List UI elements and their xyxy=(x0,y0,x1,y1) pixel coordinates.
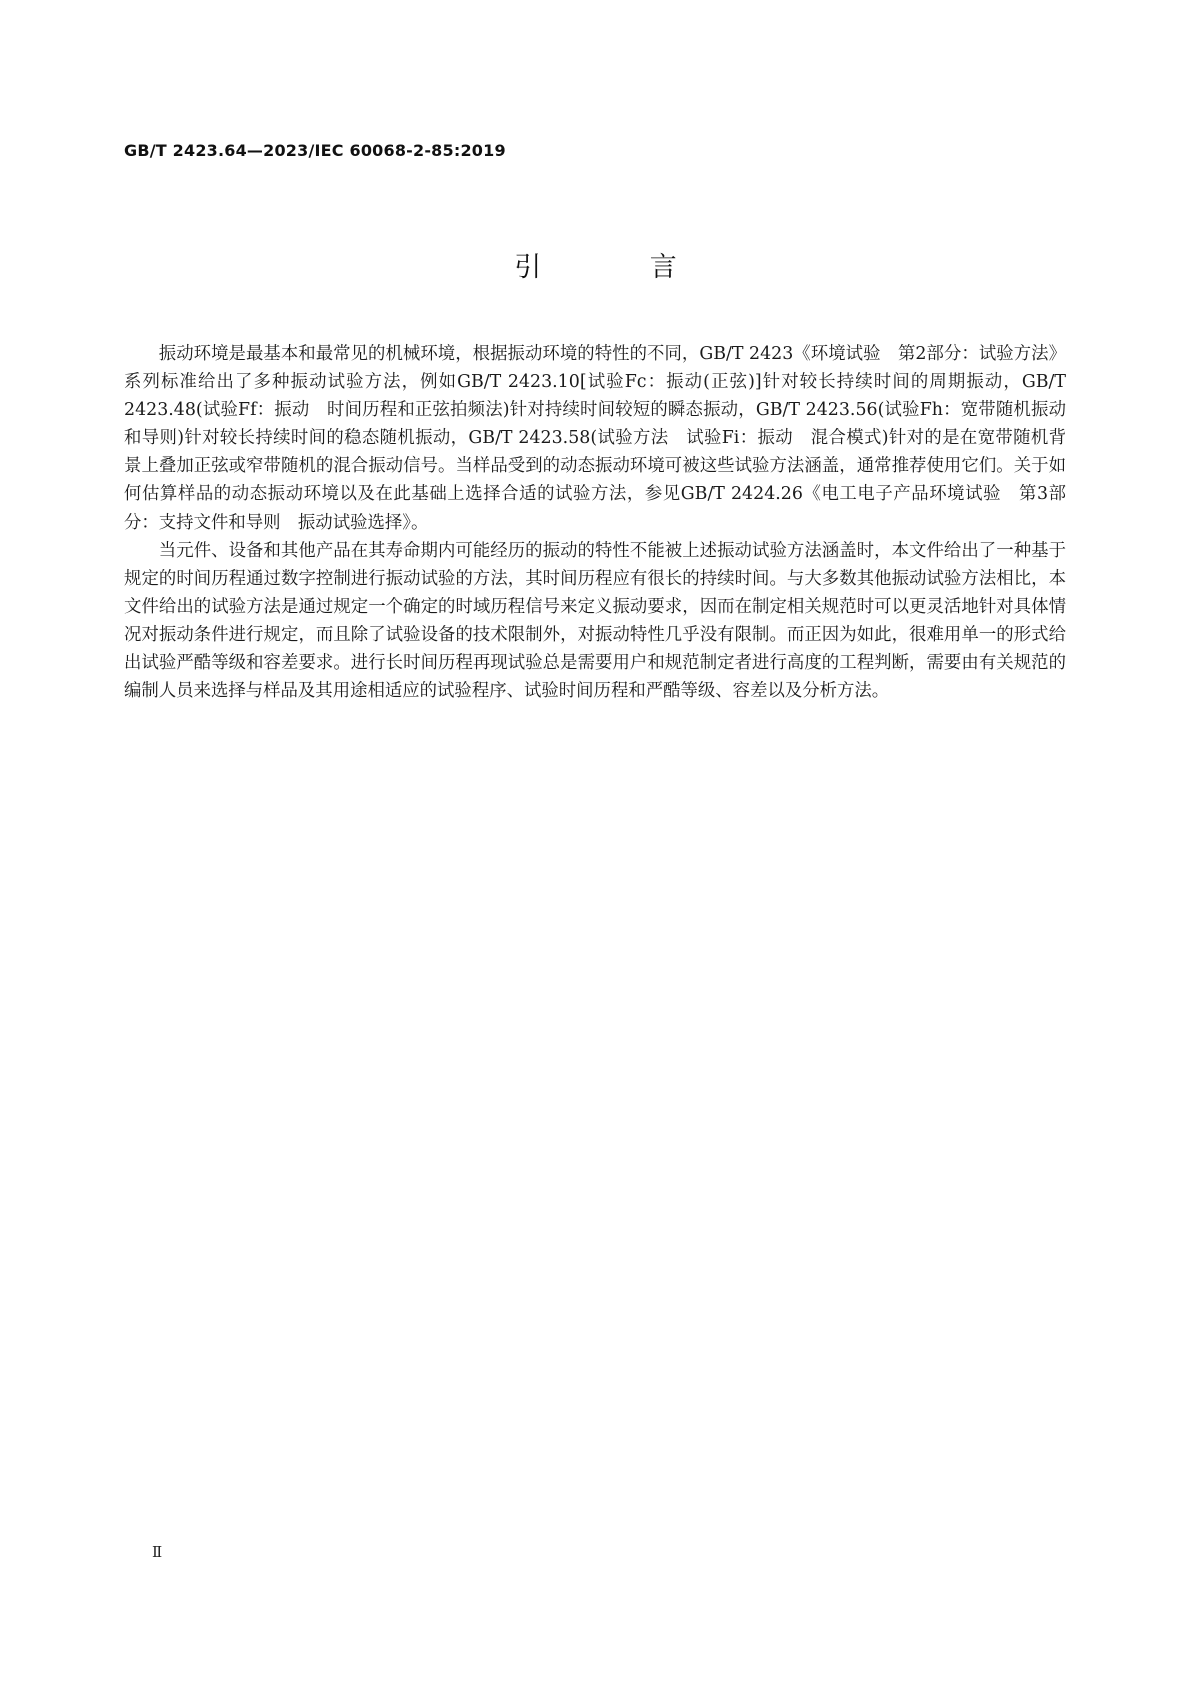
section-title: 引 言 xyxy=(514,252,727,283)
page-number: Ⅱ xyxy=(152,1543,163,1561)
paragraph-1: 振动环境是最基本和最常见的机械环境，根据振动环境的特性的不同，GB/T 2423《环境试验 第2部分：试验方法》系列标准给出了多种振动试验方法，例如GB/T 2423.10[试验Fc：振动(正弦)]针对较长持续时间的周期振动，GB/T 2423.48(试验Ff：振动 时间历程和正弦拍频法)针对持续时间较短的瞬态振动，GB/T 2423.56(试验Fh：宽带随机振动和导则)针对较长持续时间的稳态随机振动，GB/T 2423.58(试验方法 试验Fi：振动 混合模式)针对的是在宽带随机背景上叠加正弦或窄带随机的混合振动信号。当样品受到的动态振动环境可被这些试验方法涵盖，通常推荐使用它们。关于如何估算样品的动态振动环境以及在此基础上选择合适的试验方法，参见GB/T 2424.26《电工电子产品环境试验 第3部分：支持文件和导则 振动试验选择》。 xyxy=(124,344,1066,533)
introduction-body xyxy=(124,340,1066,705)
standard-number-header: GB/T 2423.64—2023/IEC 60068-2-85:2019 xyxy=(124,141,506,160)
paragraph-2: 当元件、设备和其他产品在其寿命期内可能经历的振动的特性不能被上述振动试验方法涵盖时，本文件给出了一种基于规定的时间历程通过数字控制进行振动试验的方法，其时间历程应有很长的持续时间。与大多数其他振动试验方法相比，本文件给出的试验方法是通过规定一个确定的时域历程信号来定义振动要求，因而在制定相关规范时可以更灵活地针对具体情况对振动条件进行规定，而且除了试验设备的技术限制外，对振动特性几乎没有限制。而正因为如此，很难用单一的形式给出试验严酷等级和容差要求。进行长时间历程再现试验总是需要用户和规范制定者进行高度的工程判断，需要由有关规范的编制人员来选择与样品及其用途相适应的试验程序、试验时间历程和严酷等级、容差以及分析方法。 xyxy=(124,540,1066,702)
